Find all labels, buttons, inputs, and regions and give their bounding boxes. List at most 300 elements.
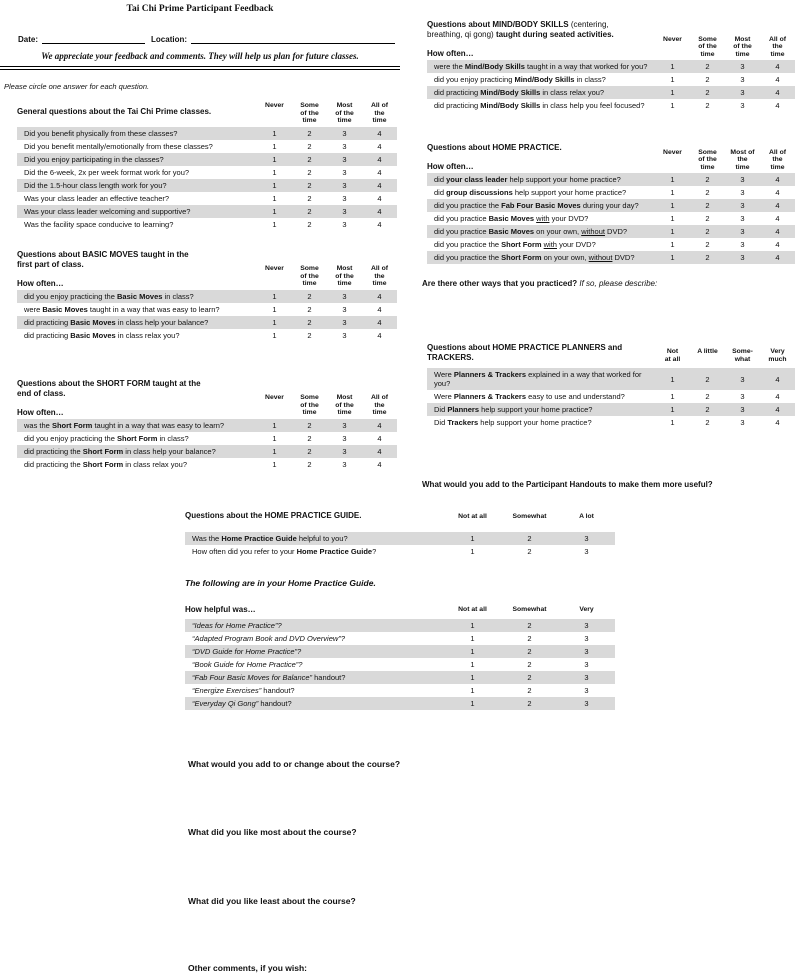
question-text: Did Trackers help support your home practice?	[434, 418, 592, 427]
column-header: Most of the time	[335, 265, 354, 287]
table-row	[17, 192, 397, 205]
answer-option[interactable]: 3	[740, 418, 745, 427]
answer-option[interactable]: 1	[670, 405, 675, 414]
answer-option[interactable]: 4	[377, 141, 382, 151]
answer-option[interactable]: 1	[670, 62, 675, 71]
table-row	[17, 290, 397, 303]
table-row	[427, 390, 795, 403]
answer-option[interactable]: 1	[272, 206, 277, 216]
column-header: Somewhat	[512, 606, 547, 613]
answer-option[interactable]: 4	[377, 420, 382, 430]
answer-option[interactable]: 2	[527, 673, 532, 682]
question-text: was the Short Form taught in a way that was easy to learn?	[24, 420, 225, 430]
table-rows	[427, 60, 795, 112]
answer-option[interactable]: 2	[307, 291, 312, 301]
column-header: Most of the time	[335, 394, 354, 416]
table-row	[17, 316, 397, 329]
answer-option[interactable]: 3	[342, 141, 347, 151]
answer-option[interactable]: 4	[775, 253, 780, 262]
how-often-label: How often…	[427, 162, 474, 171]
table-rows	[17, 290, 397, 342]
participant-handouts-question: What would you add to the Participant Handouts to make them more useful?	[422, 480, 713, 489]
table-rows	[17, 419, 397, 471]
answer-option[interactable]: 2	[307, 317, 312, 327]
question-text: “Everyday Qi Gong” handout?	[192, 699, 292, 708]
answer-option[interactable]: 3	[740, 201, 745, 210]
answer-option[interactable]: 4	[377, 128, 382, 138]
table-row	[17, 127, 397, 140]
column-header: Some of the time	[300, 102, 319, 124]
answer-option[interactable]: 3	[740, 88, 745, 97]
section-heading: Questions about the HOME PRACTICE GUIDE.	[185, 511, 362, 520]
question-text: Was your class leader an effective teacher?	[24, 193, 170, 203]
question-text: did practicing Mind/Body Skills in class relax you?	[434, 88, 605, 97]
answer-option[interactable]: 1	[670, 392, 675, 401]
answer-option[interactable]: 1	[272, 291, 277, 301]
column-header: Some of the time	[300, 265, 319, 287]
rating-scale-headers	[655, 340, 795, 363]
question-text: were the Mind/Body Skills taught in a way that worked for you?	[434, 62, 648, 71]
answer-option[interactable]: 2	[307, 193, 312, 203]
table-row	[17, 153, 397, 166]
question-text: “Energize Exercises” handout?	[192, 686, 295, 695]
answer-option[interactable]: 1	[272, 141, 277, 151]
table-row	[427, 225, 795, 238]
answer-option[interactable]: 2	[527, 621, 532, 630]
answer-option[interactable]: 3	[342, 446, 347, 456]
answer-option[interactable]: 4	[775, 201, 780, 210]
rating-scale-headers	[444, 605, 615, 614]
answer-option[interactable]: 2	[705, 253, 710, 262]
answer-option[interactable]: 1	[272, 433, 277, 443]
table-row	[185, 697, 615, 710]
column-header: Very much	[768, 348, 787, 363]
answer-option[interactable]: 2	[307, 433, 312, 443]
question-text: Did you enjoy participating in the classes?	[24, 154, 164, 164]
table-header	[17, 102, 397, 125]
answer-option[interactable]: 1	[470, 547, 475, 556]
mind-body-skills-table	[427, 20, 795, 112]
answer-option[interactable]: 1	[272, 420, 277, 430]
answer-option[interactable]: 4	[775, 88, 780, 97]
table-row	[427, 173, 795, 186]
answer-option[interactable]: 1	[272, 180, 277, 190]
table-row	[17, 445, 397, 458]
answer-option[interactable]: 2	[527, 534, 532, 543]
answer-option[interactable]: 1	[670, 101, 675, 110]
other-ways-practiced-question: Are there other ways that you practiced? If so, please describe:	[422, 279, 658, 288]
answer-option[interactable]: 3	[740, 214, 745, 223]
question-text: Was your class leader welcoming and supportive?	[24, 206, 191, 216]
answer-option[interactable]: 3	[584, 699, 589, 708]
circle-instruction: Please circle one answer for each question.	[4, 82, 150, 91]
answer-option[interactable]: 2	[705, 240, 710, 249]
answer-option[interactable]: 3	[740, 175, 745, 184]
answer-option[interactable]: 1	[272, 330, 277, 340]
answer-option[interactable]: 1	[272, 459, 277, 469]
answer-option[interactable]: 2	[307, 219, 312, 229]
answer-option[interactable]: 4	[377, 304, 382, 314]
question-text: did your class leader help support your home practice?	[434, 175, 621, 184]
table-row	[17, 205, 397, 218]
answer-option[interactable]: 3	[740, 253, 745, 262]
rating-scale-headers	[257, 102, 397, 125]
how-helpful-label: How helpful was…	[185, 605, 256, 614]
question-text: did you enjoy practicing the Basic Moves in class?	[24, 291, 194, 301]
column-header: Some of the time	[698, 35, 717, 58]
rating-scale-headers	[257, 265, 397, 288]
answer-option[interactable]: 1	[272, 167, 277, 177]
answer-option[interactable]: 2	[307, 206, 312, 216]
rating-scale-headers	[655, 149, 795, 172]
column-header: All of the time	[769, 35, 786, 58]
answer-option[interactable]: 3	[584, 647, 589, 656]
answer-option[interactable]: 4	[377, 167, 382, 177]
answer-option[interactable]: 2	[527, 699, 532, 708]
answer-option[interactable]: 2	[307, 459, 312, 469]
answer-option[interactable]: 3	[584, 547, 589, 556]
location-label: Location:	[151, 35, 188, 44]
answer-option[interactable]: 2	[307, 304, 312, 314]
answer-option[interactable]: 1	[470, 660, 475, 669]
answer-option[interactable]: 1	[670, 253, 675, 262]
table-row	[17, 329, 397, 342]
answer-option[interactable]: 1	[670, 201, 675, 210]
answer-option[interactable]: 1	[272, 154, 277, 164]
answer-option[interactable]: 3	[740, 188, 745, 197]
question-text: Was the facility space conducive to learning?	[24, 219, 174, 229]
answer-option[interactable]: 1	[670, 75, 675, 84]
answer-option[interactable]: 1	[670, 240, 675, 249]
answer-option[interactable]: 1	[272, 128, 277, 138]
date-label: Date:	[18, 35, 39, 44]
answer-option[interactable]: 2	[705, 88, 710, 97]
answer-option[interactable]: 4	[377, 330, 382, 340]
table-row	[17, 432, 397, 445]
column-header: Most of the time	[335, 102, 354, 124]
answer-option[interactable]: 1	[670, 188, 675, 197]
appreciation-note: We appreciate your feedback and comments. They will help us plan for future classes.	[41, 51, 359, 61]
question-text: were Basic Moves taught in a way that was easy to learn?	[24, 304, 220, 314]
other-comments-prompt: Other comments, if you wish:	[188, 963, 308, 973]
answer-option[interactable]: 4	[377, 180, 382, 190]
column-header: All of the time	[371, 102, 388, 124]
answer-option[interactable]: 2	[307, 141, 312, 151]
table-row	[185, 545, 615, 558]
answer-option[interactable]: 1	[670, 374, 675, 384]
answer-option[interactable]: 2	[705, 101, 710, 110]
question-text: did practicing the Short Form in class help your balance?	[24, 446, 216, 456]
answer-option[interactable]: 3	[740, 227, 745, 236]
answer-option[interactable]: 3	[740, 101, 745, 110]
date-field[interactable]	[42, 35, 145, 44]
answer-option[interactable]: 2	[705, 374, 710, 384]
answer-option[interactable]: 2	[527, 660, 532, 669]
answer-option[interactable]: 3	[740, 75, 745, 84]
answer-option[interactable]: 2	[705, 175, 710, 184]
answer-option[interactable]: 4	[775, 214, 780, 223]
table-header	[427, 340, 795, 363]
answer-option[interactable]: 2	[307, 420, 312, 430]
answer-option[interactable]: 1	[670, 418, 675, 427]
answer-option[interactable]: 2	[307, 180, 312, 190]
answer-option[interactable]: 3	[342, 304, 347, 314]
column-header: Somewhat	[512, 513, 547, 520]
answer-option[interactable]: 4	[775, 374, 780, 384]
answer-option[interactable]: 3	[584, 534, 589, 543]
question-text: “Adapted Program Book and DVD Overview”?	[192, 634, 345, 643]
rating-scale-headers	[444, 512, 615, 521]
answer-option[interactable]: 4	[775, 392, 780, 401]
table-rows	[17, 127, 397, 231]
answer-option[interactable]: 3	[342, 193, 347, 203]
answer-option[interactable]: 2	[705, 227, 710, 236]
table-row	[427, 60, 795, 73]
table-row	[427, 368, 795, 390]
section-heading: General questions about the Tai Chi Prime classes.	[17, 106, 212, 116]
table-row	[427, 403, 795, 416]
rating-scale-headers	[655, 36, 795, 59]
answer-option[interactable]: 3	[584, 660, 589, 669]
table-rows	[185, 532, 615, 558]
answer-option[interactable]: 2	[527, 686, 532, 695]
answer-option[interactable]: 3	[740, 405, 745, 414]
like-least-prompt: What did you like least about the course?	[188, 896, 356, 906]
answer-option[interactable]: 2	[705, 75, 710, 84]
how-often-label: How often…	[17, 407, 64, 417]
answer-option[interactable]: 3	[342, 291, 347, 301]
column-header: All of the time	[371, 265, 388, 287]
answer-option[interactable]: 3	[584, 686, 589, 695]
column-header: Very	[579, 606, 594, 613]
answer-option[interactable]: 4	[377, 446, 382, 456]
answer-option[interactable]: 2	[705, 62, 710, 71]
answer-option[interactable]: 3	[342, 180, 347, 190]
section-heading: Questions about MIND/BODY SKILLS (centering, breathing, qi gong) taught during seated activities.	[427, 20, 614, 39]
answer-option[interactable]: 3	[740, 374, 745, 384]
question-text: Did Planners help support your home practice?	[434, 405, 593, 414]
column-header: Not at all	[458, 606, 487, 613]
question-text: did you enjoy practicing the Short Form in class?	[24, 433, 189, 443]
answer-option[interactable]: 3	[584, 673, 589, 682]
table-row	[185, 658, 615, 671]
answer-option[interactable]: 2	[705, 392, 710, 401]
section-heading: Questions about BASIC MOVES taught in the first part of class.	[17, 249, 189, 269]
question-text: Was the Home Practice Guide helpful to you?	[192, 534, 348, 543]
like-most-prompt: What did you like most about the course?	[188, 827, 357, 837]
question-text: “Book Guide for Home Practice”?	[192, 660, 303, 669]
question-text: did you practice Basic Moves on your own, without DVD?	[434, 227, 628, 236]
answer-option[interactable]: 4	[775, 240, 780, 249]
question-text: did practicing Mind/Body Skills in class help you feel focused?	[434, 101, 645, 110]
table-row	[185, 532, 615, 545]
table-row	[17, 218, 397, 231]
column-header: All of the time	[371, 394, 388, 416]
question-text: did you practice the Short Form with your DVD?	[434, 240, 596, 249]
question-text: Did you benefit physically from these classes?	[24, 128, 178, 138]
column-header: Never	[663, 35, 682, 43]
column-header: Never	[663, 148, 682, 156]
answer-option[interactable]: 1	[670, 227, 675, 236]
rating-scale-headers	[257, 394, 397, 417]
answer-option[interactable]: 4	[775, 188, 780, 197]
table-header	[17, 250, 397, 288]
answer-option[interactable]: 3	[740, 392, 745, 401]
table-header	[17, 379, 397, 417]
answer-option[interactable]: 3	[740, 62, 745, 71]
answer-option[interactable]: 4	[775, 175, 780, 184]
answer-option[interactable]: 3	[584, 621, 589, 630]
answer-option[interactable]: 4	[377, 459, 382, 469]
bottom-section	[180, 511, 620, 973]
column-header: A little	[697, 348, 718, 355]
answer-option[interactable]: 4	[775, 62, 780, 71]
question-text: Did you benefit mentally/emotionally from these classes?	[24, 141, 213, 151]
answer-option[interactable]: 3	[342, 154, 347, 164]
following-in-guide-note: The following are in your Home Practice Guide.	[185, 578, 376, 588]
location-field[interactable]	[191, 35, 395, 44]
answer-option[interactable]: 2	[705, 201, 710, 210]
column-header: Never	[265, 394, 284, 401]
table-row	[185, 619, 615, 632]
answer-option[interactable]: 2	[527, 647, 532, 656]
answer-option[interactable]: 2	[527, 634, 532, 643]
answer-option[interactable]: 2	[705, 405, 710, 414]
question-text: How often did you refer to your Home Practice Guide?	[192, 547, 377, 556]
answer-option[interactable]: 1	[272, 304, 277, 314]
answer-option[interactable]: 1	[470, 634, 475, 643]
how-often-label: How often…	[427, 49, 474, 58]
answer-option[interactable]: 2	[705, 214, 710, 223]
table-row	[427, 99, 795, 112]
answer-option[interactable]: 1	[470, 673, 475, 682]
section-heading: Questions about HOME PRACTICE.	[427, 143, 562, 152]
answer-option[interactable]: 1	[470, 534, 475, 543]
answer-option[interactable]: 2	[307, 446, 312, 456]
question-text: did you enjoy practicing Mind/Body Skills in class?	[434, 75, 606, 84]
table-header	[427, 143, 795, 171]
section-heading: Questions about the SHORT FORM taught at the end of class.	[17, 378, 201, 398]
answer-option[interactable]: 3	[342, 433, 347, 443]
answer-option[interactable]: 1	[272, 193, 277, 203]
planners-trackers-table	[427, 340, 795, 429]
answer-option[interactable]: 4	[377, 317, 382, 327]
date-location-row	[18, 35, 397, 44]
answer-option[interactable]: 3	[342, 219, 347, 229]
answer-option[interactable]: 2	[705, 188, 710, 197]
table-row	[185, 671, 615, 684]
answer-option[interactable]: 1	[272, 446, 277, 456]
question-text: Were Planners & Trackers explained in a way that worked for you?	[434, 370, 642, 388]
answer-option[interactable]: 3	[342, 167, 347, 177]
page-title: Tai Chi Prime Participant Feedback	[126, 4, 274, 14]
answer-option[interactable]: 2	[307, 330, 312, 340]
table-row	[427, 73, 795, 86]
column-header: Most of the time	[730, 148, 755, 171]
column-header: A lot	[579, 513, 594, 520]
question-text: Did the 1.5-hour class length work for you?	[24, 180, 167, 190]
answer-option[interactable]: 3	[740, 240, 745, 249]
table-row	[17, 303, 397, 316]
answer-option[interactable]: 4	[377, 433, 382, 443]
answer-option[interactable]: 1	[272, 219, 277, 229]
double-rule-divider	[0, 66, 400, 70]
answer-option[interactable]: 1	[670, 175, 675, 184]
how-helpful-table	[185, 596, 615, 710]
answer-option[interactable]: 3	[342, 420, 347, 430]
column-header: Some- what	[732, 348, 753, 363]
answer-option[interactable]: 2	[307, 128, 312, 138]
table-row	[427, 251, 795, 264]
answer-option[interactable]: 2	[527, 547, 532, 556]
answer-option[interactable]: 4	[377, 219, 382, 229]
table-row	[17, 179, 397, 192]
answer-option[interactable]: 1	[470, 699, 475, 708]
table-row	[17, 458, 397, 471]
answer-option[interactable]: 3	[342, 459, 347, 469]
left-column	[0, 0, 400, 471]
how-often-label: How often…	[17, 278, 64, 288]
question-text: did you practice the Short Form on your own, without DVD?	[434, 253, 635, 262]
table-rows	[427, 173, 795, 264]
basic-moves-table	[17, 250, 397, 342]
answer-option[interactable]: 4	[775, 227, 780, 236]
answer-option[interactable]: 4	[775, 418, 780, 427]
table-rows	[427, 368, 795, 429]
question-text: did group discussions help support your home practice?	[434, 188, 627, 197]
answer-option[interactable]: 1	[670, 88, 675, 97]
answer-option[interactable]: 1	[670, 214, 675, 223]
question-text: “Fab Four Basic Moves for Balance” handout?	[192, 673, 346, 682]
answer-option[interactable]: 4	[377, 206, 382, 216]
table-row	[185, 632, 615, 645]
answer-option[interactable]: 4	[775, 101, 780, 110]
answer-option[interactable]: 4	[377, 193, 382, 203]
column-header: Not at all	[458, 513, 487, 520]
table-row	[17, 140, 397, 153]
answer-option[interactable]: 1	[272, 317, 277, 327]
answer-option[interactable]: 3	[584, 634, 589, 643]
question-text: did practicing the Short Form in class relax you?	[24, 459, 187, 469]
answer-option[interactable]: 3	[342, 128, 347, 138]
answer-option[interactable]: 3	[342, 317, 347, 327]
answer-option[interactable]: 2	[307, 154, 312, 164]
question-text: did practicing Basic Moves in class help your balance?	[24, 317, 209, 327]
answer-option[interactable]: 4	[775, 405, 780, 414]
answer-option[interactable]: 4	[775, 75, 780, 84]
answer-option[interactable]: 4	[377, 291, 382, 301]
question-text: Did the 6-week, 2x per week format work for you?	[24, 167, 190, 177]
answer-option[interactable]: 3	[342, 330, 347, 340]
answer-option[interactable]: 1	[470, 647, 475, 656]
question-text: did you practice the Fab Four Basic Moves during your day?	[434, 201, 639, 210]
answer-option[interactable]: 2	[307, 167, 312, 177]
answer-option[interactable]: 2	[705, 418, 710, 427]
general-questions-table	[17, 102, 397, 231]
table-row	[185, 684, 615, 697]
answer-option[interactable]: 1	[470, 686, 475, 695]
table-row	[427, 86, 795, 99]
column-header: Not at all	[664, 348, 681, 363]
question-text: did practicing Basic Moves in class relax you?	[24, 330, 180, 340]
question-text: “DVD Guide for Home Practice”?	[192, 647, 302, 656]
table-header	[427, 20, 795, 58]
answer-option[interactable]: 3	[342, 206, 347, 216]
answer-option[interactable]: 1	[470, 621, 475, 630]
table-header	[185, 596, 615, 614]
answer-option[interactable]: 4	[377, 154, 382, 164]
table-row	[427, 212, 795, 225]
